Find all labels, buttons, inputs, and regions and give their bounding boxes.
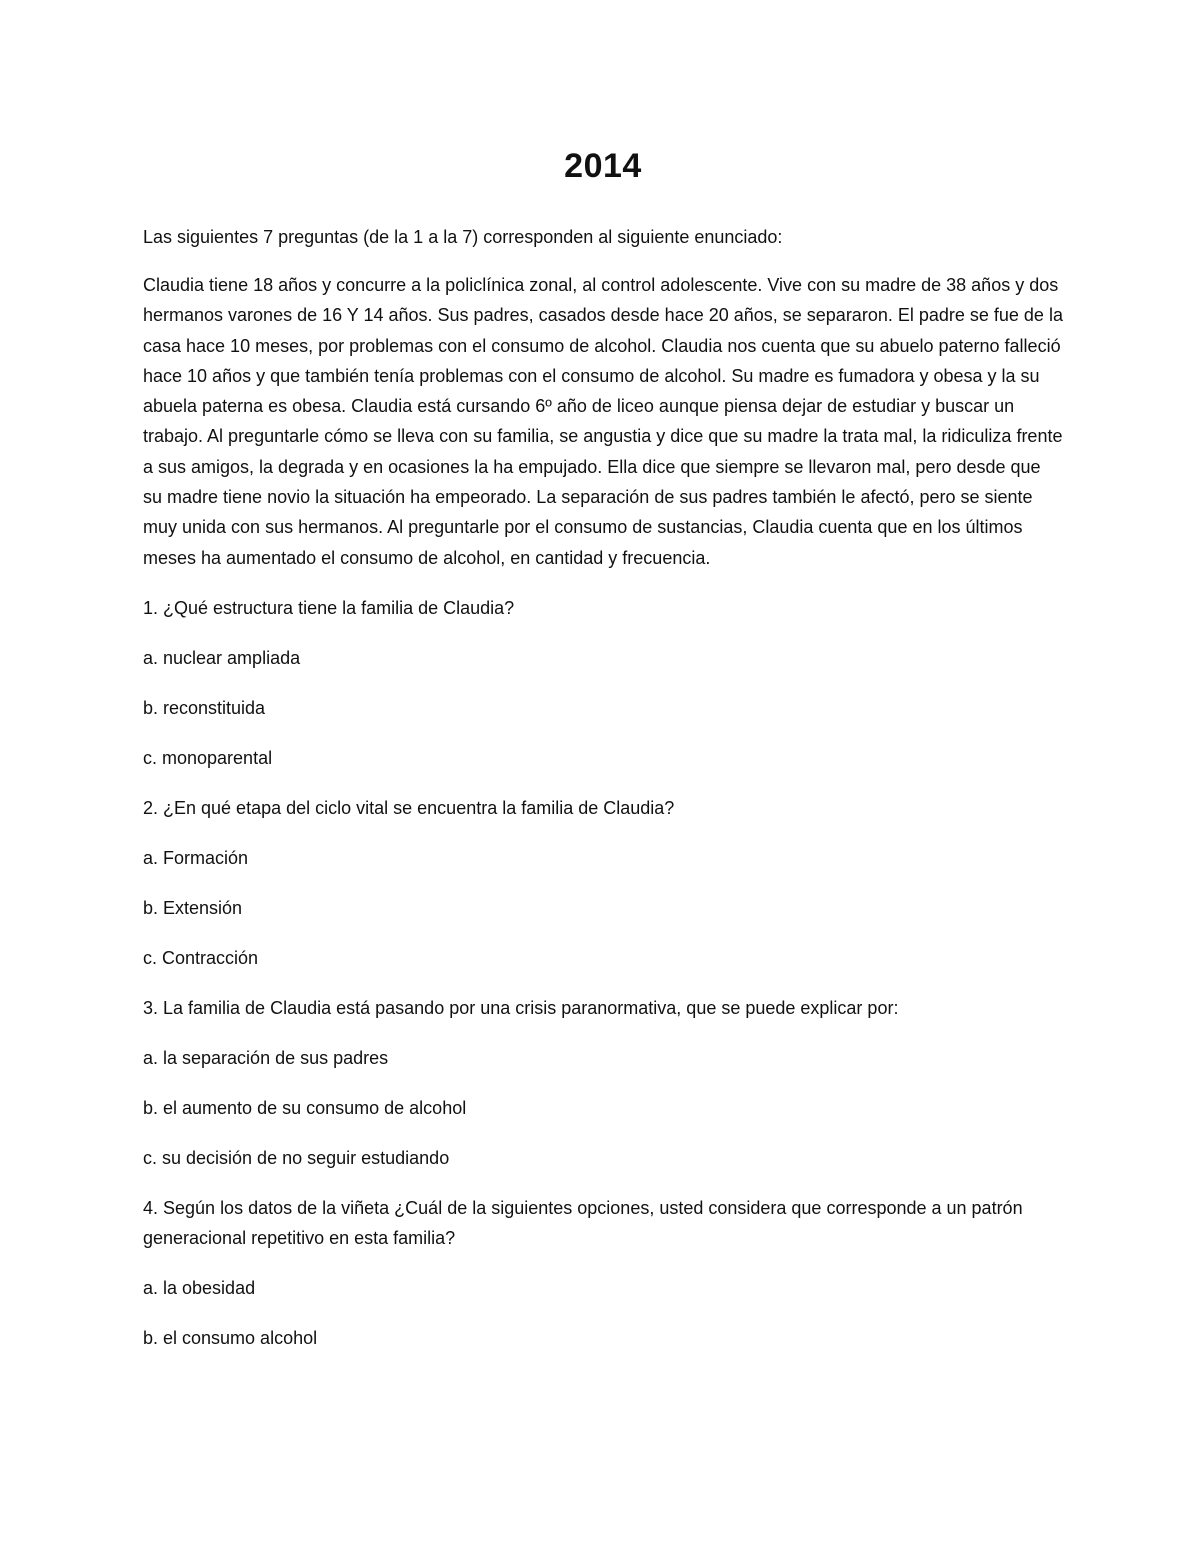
question-4 [143, 1193, 1063, 1353]
answer-option: a. nuclear ampliada [143, 647, 301, 668]
intro-paragraph: Las siguientes 7 preguntas (de la 1 a la 7) corresponden al siguiente enunciado: [143, 227, 783, 247]
answer-option: a. Formación [143, 847, 249, 868]
question-text: 2. ¿En qué etapa del ciclo vital se encuentra la familia de Claudia? [143, 797, 675, 818]
answer-option: a. la separación de sus padres [143, 1047, 389, 1068]
answer-option: b. el aumento de su consumo de alcohol [143, 1097, 467, 1118]
answer-option: c. monoparental [143, 747, 273, 768]
question-text: 1. ¿Qué estructura tiene la familia de Claudia? [143, 597, 515, 618]
document-content [143, 140, 1063, 1373]
question-text: 3. La familia de Claudia está pasando por una crisis paranormativa, que se puede explicar por: [143, 997, 899, 1018]
answer-option: c. Contracción [143, 947, 259, 968]
answer-option: b. reconstituida [143, 697, 266, 718]
question-3 [143, 993, 1063, 1173]
question-1 [143, 593, 1063, 773]
case-paragraph: Claudia tiene 18 años y concurre a la policlínica zonal, al control adolescente. Vive con su madre de 38 años y dos hermanos varones de 16 Y 14 años. Sus padres, casados desde hace 20 años, se separaron. El padre se fue de la casa hace 10 meses, por problemas con el consumo de alcohol. Claudia nos cuenta que su abuelo paterno falleció hace 10 años y que también tenía problemas con el consumo de alcohol. Su madre es fumadora y obesa y la su abuela paterna es obesa. Claudia está cursando 6º año de liceo aunque piensa dejar de estudiar y buscar un trabajo. Al preguntarle cómo se lleva con su familia, se angustia y dice que su madre la trata mal, la ridiculiza frente a sus amigos, la degrada y en ocasiones la ha empujado. Ella dice que siempre se llevaron mal, pero desde que su madre tiene novio la situación ha empeorado. La separación de sus padres también le afectó, pero se siente muy unida con sus hermanos. Al preguntarle por el consumo de sustancias, Claudia cuenta que en los últimos meses ha aumentado el consumo de alcohol, en cantidad y frecuencia. [143, 275, 1063, 568]
answer-option: b. el consumo alcohol [143, 1327, 318, 1348]
answer-option: c. su decisión de no seguir estudiando [143, 1147, 450, 1168]
answer-option: b. Extensión [143, 897, 243, 918]
document-title: 2014 [564, 147, 642, 185]
question-2 [143, 793, 1063, 973]
question-text: 4. Según los datos de la viñeta ¿Cuál de la siguientes opciones, usted considera que corresponde a un patrón generacional repetitivo en esta familia? [143, 1197, 1023, 1248]
answer-option: a. la obesidad [143, 1277, 256, 1298]
